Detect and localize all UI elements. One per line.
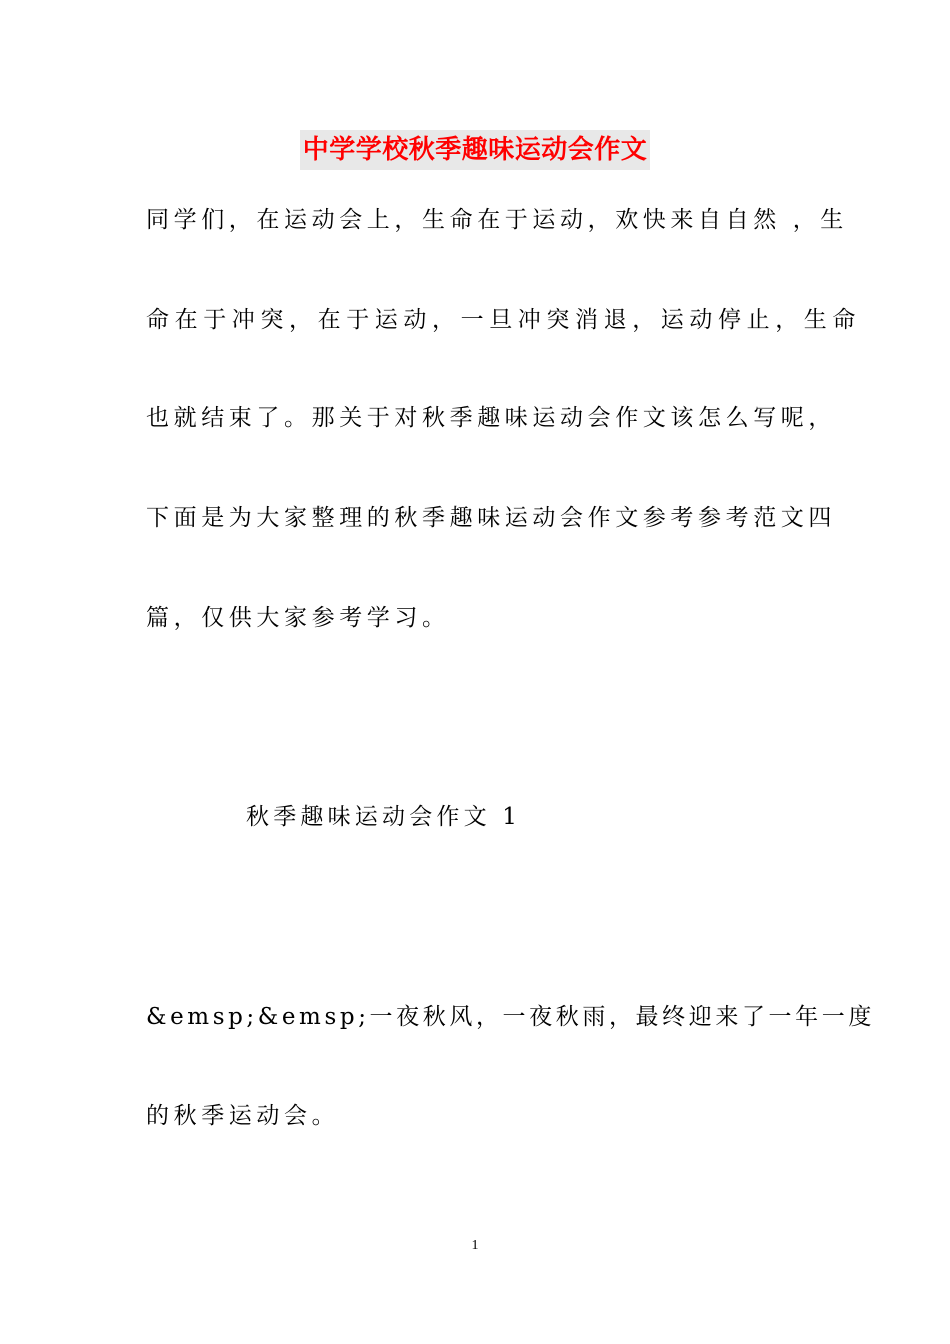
intro-line: 命在于冲突，在于运动，一旦冲突消退，运动停止，生命 (146, 307, 861, 333)
intro-line: 下面是为大家整理的秋季趣味运动会作文参考参考范文四 (146, 505, 836, 531)
section-heading: 秋季趣味运动会作文 1 (246, 804, 522, 830)
document-title-text: 中学学校秋季趣味运动会作文 (300, 130, 651, 170)
body-line: 的秋季运动会。 (146, 1103, 340, 1129)
intro-line: 篇，仅供大家参考学习。 (146, 605, 450, 631)
intro-line: 同学们，在运动会上，生命在于运动，欢快来自自然 ，生 (146, 207, 848, 233)
document-title (0, 128, 950, 170)
page-number: 1 (471, 1238, 479, 1253)
intro-line: 也就结束了。那关于对秋季趣味运动会作文该怎么写呢， (146, 405, 836, 431)
body-line: &emsp;&emsp;一夜秋风，一夜秋雨，最终迎来了一年一度 (146, 1004, 875, 1030)
